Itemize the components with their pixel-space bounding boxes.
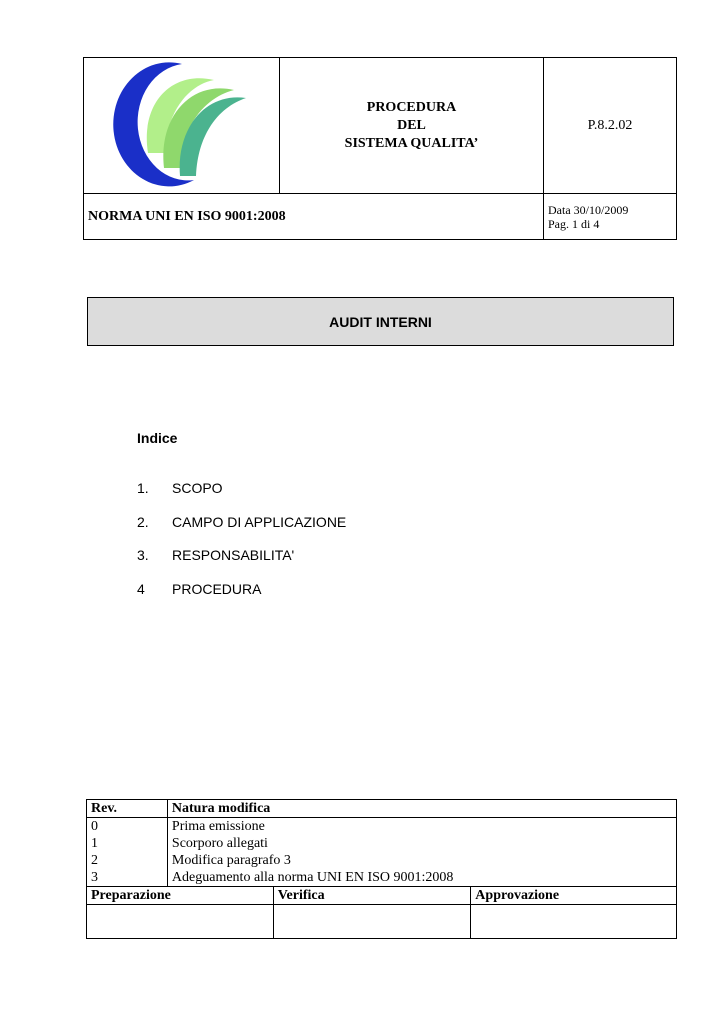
title-line-3: SISTEMA QUALITA’ xyxy=(344,135,479,151)
document-date: Data 30/10/2009 xyxy=(548,202,629,217)
preparazione-signature xyxy=(87,905,274,939)
revision-table xyxy=(86,799,677,939)
verifica-signature xyxy=(273,905,471,939)
section-title xyxy=(87,297,674,346)
header-table xyxy=(83,57,677,240)
approvazione-header: Approvazione xyxy=(471,887,677,905)
rev-description: Adeguamento alla norma UNI EN ISO 9001:2008 xyxy=(171,870,454,885)
rev-number: 3 xyxy=(91,870,98,885)
toc-item-number: 1. xyxy=(137,480,149,496)
toc-item-number: 3. xyxy=(137,547,149,563)
approvazione-signature xyxy=(471,905,677,939)
verifica-header: Verifica xyxy=(273,887,471,905)
toc-item xyxy=(137,581,346,615)
rev-descriptions xyxy=(167,818,676,887)
toc-item-number: 4 xyxy=(137,580,145,597)
toc-item-label: CAMPO DI APPLICAZIONE xyxy=(172,513,347,530)
procedure-title xyxy=(280,58,544,194)
toc-item xyxy=(137,547,346,581)
company-logo-icon xyxy=(84,58,279,188)
rev-column-header: Rev. xyxy=(87,800,168,818)
rev-description: Modifica paragrafo 3 xyxy=(171,853,291,868)
page-number: Pag. 1 di 4 xyxy=(548,216,600,231)
table-of-contents xyxy=(137,480,346,614)
toc-item-label: SCOPO xyxy=(172,480,223,496)
procedure-code: P.8.2.02 xyxy=(544,58,677,194)
rev-number: 0 xyxy=(91,819,98,834)
rev-numbers xyxy=(87,818,168,887)
revision-rows xyxy=(87,818,677,887)
rev-number: 1 xyxy=(91,836,98,851)
section-title-text: AUDIT INTERNI xyxy=(329,313,432,330)
norma-label: NORMA UNI EN ISO 9001:2008 xyxy=(84,194,544,240)
date-page-cell xyxy=(544,194,677,240)
title-line-2: DEL xyxy=(397,117,426,133)
toc-item-label: PROCEDURA xyxy=(172,580,262,597)
natura-column-header: Natura modifica xyxy=(167,800,676,818)
title-line-1: PROCEDURA xyxy=(366,99,457,115)
logo-cell xyxy=(84,58,280,194)
rev-description: Prima emissione xyxy=(171,819,265,834)
rev-number: 2 xyxy=(91,853,98,868)
toc-item xyxy=(137,480,346,514)
rev-description: Scorporo allegati xyxy=(171,836,268,851)
preparazione-header: Preparazione xyxy=(87,887,274,905)
index-heading: Indice xyxy=(137,430,178,446)
toc-item-number: 2. xyxy=(137,513,149,530)
toc-item xyxy=(137,514,346,548)
toc-item-label: RESPONSABILITA' xyxy=(172,547,295,563)
